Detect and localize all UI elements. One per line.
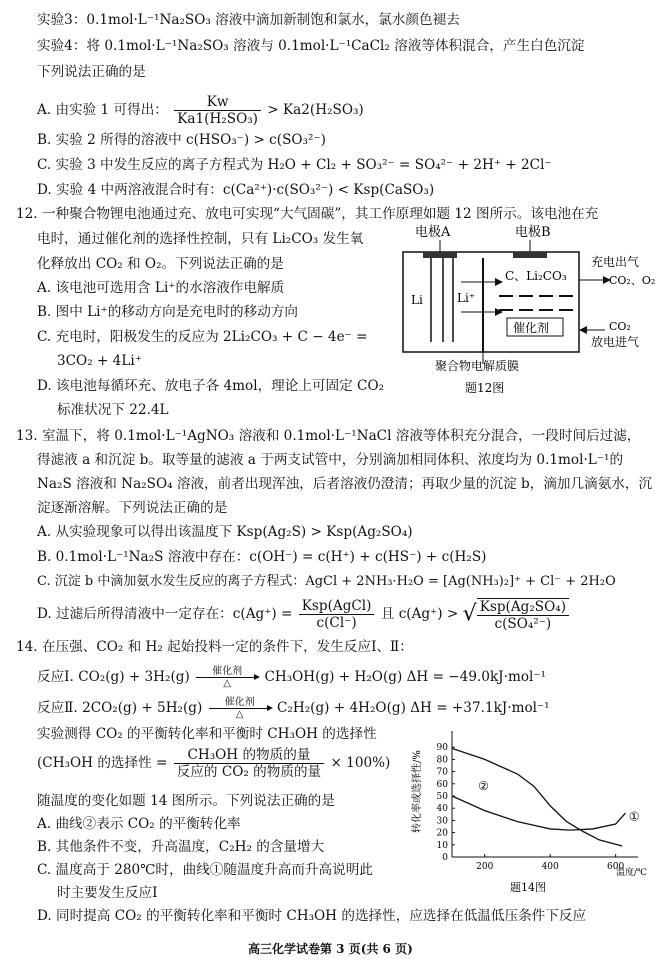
experiment-4: 实验4：将 0.1mol·L⁻¹Na₂SO₃ 溶液与 0.1mol·L⁻¹CaCl₂ 溶液等体积混合，产生白色沉淀 <box>37 38 585 54</box>
q14-sel-denominator: 反应的 CO₂ 的物质的量 <box>176 764 322 780</box>
q11-a-suffix: > Ka2(H₂SO₃) <box>267 102 364 118</box>
q14-r1-catalyst: 催化剂 <box>212 666 243 677</box>
cell-outline <box>403 252 579 352</box>
electrode-a-label: 电极A <box>415 225 451 240</box>
sqrt-sign: √ <box>462 601 477 627</box>
y-tick-label: 60 <box>436 779 448 790</box>
chart-title: 题14图 <box>510 881 546 894</box>
q14-r2-arrow-line <box>209 708 271 709</box>
li-label: Li <box>411 293 423 307</box>
series-line-1 <box>452 796 625 830</box>
catalyst-label: 催化剂 <box>513 321 550 335</box>
q13-d-numerator-1: Ksp(AgCl) <box>299 598 375 615</box>
experiment-3: 实验3：0.1mol·L⁻¹Na₂SO₃ 溶液中滴加新制饱和氯水，氯水颜色褪去 <box>37 12 460 28</box>
q14-r2-products: C₂H₂(g) + 4H₂O(g) ΔH = +37.1kJ·mol⁻¹ <box>276 700 550 716</box>
q14-reaction-1 <box>37 662 546 692</box>
q14-reaction-2 <box>37 693 550 723</box>
q11-a-prefix: A. 由实验 1 可得出： <box>37 102 168 118</box>
x-tick-label: 600 <box>607 862 625 872</box>
q14-option-c1: C. 温度高于 280℃时，曲线①随温度升高而升高说明此 <box>37 862 373 878</box>
y-tick-label: 90 <box>436 743 448 754</box>
x-tick-label: 400 <box>541 862 559 872</box>
electrode-b-label: 电极B <box>515 225 551 240</box>
q12-line-1: 12. 一种聚合物锂电池通过充、放电可实现“大气固碳”，其工作原理如题 12 图所示。该电池在充 <box>16 206 599 222</box>
y-tick-label: 70 <box>436 767 448 778</box>
q14-line-2: 实验测得 CO₂ 的平衡转化率和平衡时 CH₃OH 的选择性 <box>37 726 377 742</box>
y-tick-label: 10 <box>436 840 448 851</box>
q13-d-middle: 且 c(Ag⁺) > <box>380 606 459 622</box>
q13-option-d <box>37 596 571 633</box>
discharge-in-gas: CO₂ <box>609 320 631 333</box>
discharge-in-label: 放电进气 <box>591 335 640 349</box>
q14-r1-arrow-line <box>196 677 258 678</box>
q14-r1-products: CH₃OH(g) + H₂O(g) ΔH = −49.0kJ·mol⁻¹ <box>264 669 546 685</box>
q13-d-denominator-2: c(SO₄²⁻) <box>494 615 552 632</box>
electrode-a-plate <box>423 252 457 258</box>
x-tick-label: 200 <box>476 862 494 872</box>
q13-line-3: Na₂S 溶液和 Na₂SO₄ 溶液，前者出现浑浊，后者溶液仍澄清；再取少量的沉淀 b，滴加几滴氨水，沉 <box>37 476 653 492</box>
q13-d-prefix: D. 过滤后所得清液中一定存在：c(Ag⁺) = <box>37 606 293 622</box>
q12-option-d1: D. 该电池每循环充、放电子各 4mol，理论上可固定 CO₂ <box>37 378 385 394</box>
q13-line-2: 得滤液 a 和沉淀 b。取等量的滤液 a 于两支试管中，分别滴加相同体积、浓度均为 0.1mol·L⁻¹的 <box>37 452 624 468</box>
q13-line-1: 13. 室温下，将 0.1mol·L⁻¹AgNO₃ 溶液和 0.1mol·L⁻¹NaCl 溶液等体积充分混合，一段时间后过滤， <box>16 428 641 444</box>
y-tick-label: 80 <box>436 755 448 766</box>
figure-12-caption: 题12图 <box>465 381 505 395</box>
li-ion-arrowhead-1 <box>495 278 503 286</box>
q13-d-fraction-1 <box>299 598 375 631</box>
q14-r2-reactants: 反应Ⅱ. 2CO₂(g) + 5H₂(g) <box>37 700 203 716</box>
c-li2co3-label: C、Li₂CO₃ <box>505 269 567 283</box>
chart-xlabel: 温度/℃ <box>616 868 648 878</box>
q12-option-d2: 标准状况下 22.4L <box>57 402 169 418</box>
q14-line-3: 随温度的变化如题 14 图所示。下列说法正确的是 <box>37 793 335 809</box>
q13-line-4: 淀逐渐溶解。下列说法正确的是 <box>37 500 228 516</box>
y-tick-label: 20 <box>436 828 448 839</box>
q13-option-a: A. 从实验现象可以得出该温度下 Ksp(Ag₂S) > Ksp(Ag₂SO₄) <box>37 524 413 540</box>
charge-out-gas: CO₂、O₂ <box>609 274 656 287</box>
q13-d-fraction-2 <box>477 598 569 632</box>
q12-option-a: A. 该电池可选用含 Li⁺的水溶液作电解质 <box>37 280 285 296</box>
membrane-label: 聚合物电解质膜 <box>435 359 520 373</box>
q11-a-denominator: Ka1(H₂SO₃) <box>177 111 258 127</box>
q11-option-d: D. 实验 4 中两溶液混合时有：c(Ca²⁺)·c(SO₃²⁻) < Ksp(CaSO₃) <box>37 182 435 198</box>
series-label-2: ② <box>478 778 489 793</box>
q11-a-numerator: Kw <box>174 94 261 111</box>
q12-line-3: 化释放出 CO₂ 和 O₂。下列说法正确的是 <box>37 256 284 272</box>
q14-option-b: B. 其他条件不变，升高温度，C₂H₂ 的含量增大 <box>37 839 325 855</box>
li-ion-label: Li⁺ <box>457 291 476 305</box>
q12-line-2: 电时，通过催化剂的选择性控制，只有 Li₂CO₃ 发生氧 <box>37 231 364 247</box>
series-line-2 <box>452 748 622 846</box>
y-tick-label: 30 <box>436 816 448 827</box>
q14-r1-reactants: 反应Ⅰ. CO₂(g) + 3H₂(g) <box>37 669 190 685</box>
q14-option-a: A. 曲线②表示 CO₂ 的平衡转化率 <box>37 816 241 832</box>
figure-12-battery-diagram <box>395 222 665 422</box>
figure-14-chart <box>400 725 666 900</box>
q14-r2-heat: △ <box>235 709 244 720</box>
page-footer: 高三化学试卷第 3 页(共 6 页) <box>248 942 413 956</box>
chart-ylabel: 转化率或选择性/% <box>412 750 423 833</box>
series-label-1: ① <box>628 809 640 824</box>
q11-stem: 下列说法正确的是 <box>37 64 146 80</box>
q14-sel-suffix: × 100%) <box>330 755 391 771</box>
q14-line-1: 14. 在压强、CO₂ 和 H₂ 起始投料一定的条件下，发生反应Ⅰ、Ⅱ： <box>16 639 413 655</box>
y-tick-label: 0 <box>442 853 448 863</box>
q12-option-c1: C. 充电时，阳极发生的反应为 2Li₂CO₃ + C − 4e⁻ = <box>37 329 368 345</box>
y-tick-label: 40 <box>436 804 448 815</box>
q12-option-c2: 3CO₂ + 4Li⁺ <box>57 353 142 369</box>
q11-option-b: B. 实验 2 所得的溶液中 c(HSO₃⁻) > c(SO₃²⁻) <box>37 132 326 148</box>
q14-selectivity <box>37 744 390 782</box>
q14-option-c2: 时主要发生反应Ⅰ <box>57 885 158 901</box>
charge-out-label: 充电出气 <box>591 255 640 269</box>
q14-r2-catalyst: 催化剂 <box>224 697 255 708</box>
q14-r1-heat: △ <box>223 678 231 689</box>
y-tick-label: 50 <box>436 792 448 802</box>
q13-d-numerator-2: Ksp(Ag₂SO₄) <box>477 599 569 616</box>
gas-in-arrowhead <box>579 326 587 334</box>
q14-option-d: D. 同时提高 CO₂ 的平衡转化率和平衡时 CH₃OH 的选择性，应选择在低温低压条件下反应 <box>37 908 587 924</box>
electrode-b-plate <box>513 252 547 258</box>
q14-r2-arrow <box>209 697 271 720</box>
q11-option-c: C. 实验 3 中发生反应的离子方程式为 H₂O + Cl₂ + SO₃²⁻ = SO₄²⁻ + 2H⁺ + 2Cl⁻ <box>37 157 552 173</box>
q14-sel-numerator: CH₃OH 的物质的量 <box>174 747 324 764</box>
q14-r1-arrow <box>196 666 258 689</box>
q14-sel-fraction <box>174 747 324 780</box>
q11-a-fraction <box>174 94 261 127</box>
q12-option-b: B. 图中 Li⁺的移动方向是充电时的移动方向 <box>37 304 299 320</box>
q13-option-c: C. 沉淀 b 中滴加氨水发生反应的离子方程式：AgCl + 2NH₃·H₂O = [Ag(NH₃)₂]⁺ + Cl⁻ + 2H₂O <box>37 574 616 589</box>
q13-option-b: B. 0.1mol·L⁻¹Na₂S 溶液中存在：c(OH⁻) = c(H⁺) + c(HS⁻) + c(H₂S) <box>37 549 487 565</box>
q13-d-denominator-1: c(Cl⁻) <box>316 615 357 631</box>
q14-sel-prefix: (CH₃OH 的选择性 = <box>37 755 168 771</box>
q11-option-a <box>37 92 364 128</box>
